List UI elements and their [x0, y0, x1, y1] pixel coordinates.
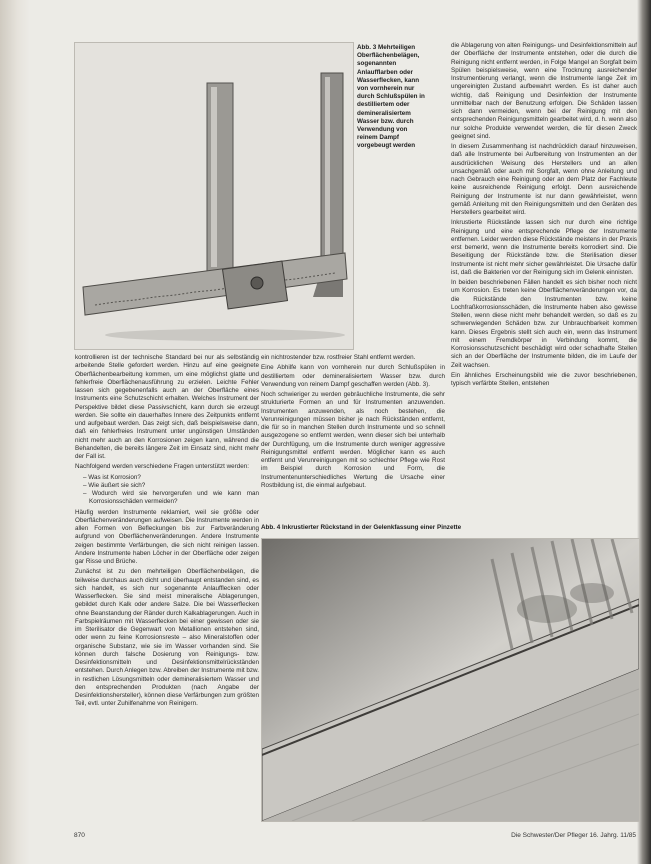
paragraph: Inkrustierte Rückstände lassen sich nur durch eine richtige Reinigung und eine entsprechende Pflege der Instrumente entfernen. Leider werden diese Rückstände meistens in der Praxis erst bemerkt, wenn die Instrumente bereits korrodiert sind. Die Beseitigung der Rückstände bzw. die Sterilisation dieser Instrumente ist nicht mehr sicher gewährleistet. Die Ursache dafür ist, daß die Bakterien vor der Reinigung sich im Gelenk einnisten.: [451, 219, 637, 276]
question-list: [83, 474, 259, 507]
figure-1-caption: Abb. 3 Mehrteiligen Oberflächenbelägen, sogenannten Anlaufflarben oder Wasserflecken, kann von vornherein nur durch Schlußspülen in destilliertem oder demineralisiertem Wasser bzw. durch Verwendung von reinem Dampf vorgebeugt werden: [357, 44, 425, 150]
text-column-left: [75, 354, 259, 711]
paragraph: die Ablagerung von alten Reinigungs- und Desinfektionsmitteln auf der Oberfläche der Instrumente entstehen, oder die durch die Reinigung nicht entfernt werden, in Folge Mangel an Sorgfalt beim Spülen beispielsweise, wenn eine Trocknung ausreichender Instrumentierung verlangt, wenn die Instrumente lange Zeit im ungereinigten Zustand aufbewahrt werden. Es ist daher auch wichtig, daß Reinigung und Desinfektion der Instrumente unmittelbar nach der Benutzung erfolgen. Die Schäden lassen sich dann vermeiden, wenn bei der Reinigung mit den entsprechenden Reinigungsmitteln gearbeitet wird, d. h. wenn also nur solche Produkte verwendet werden, die für diesen Zweck geeignet sind.: [451, 42, 637, 140]
paragraph: kontrollieren ist der technische Standard bei nur als selbständig arbeitende Stelle gefordert werden. Hinzu auf eine geeignete Oberflächenbearbeitung kommen, um eine möglichst glatte und fehlerfreie Oberflächenausführung zu erzielen. Leichte Fehler lassen sich gegebenenfalls auch an der Oberfläche eines Instruments eine Schutzschicht erhalten. Welches Instrument der Perspektive bildet diese Passivschicht, kann durch sie erzeugt werden. Sie sollte ein dauerhaftes Innere des Zeitpunkts entfernt und aufgebaut werden. Das zeigt sich, daß beispielsweise dann, daß ein fehlerfreies Instrument unter ungünstigen Umständen nicht mehr auch an den Korrosionen zeigen kann, während die Behandelten, die bereits längere Zeit im Einsatz sind, nicht mehr der Fall ist.: [75, 354, 259, 460]
page-binding-shadow: [0, 0, 30, 864]
paragraph: In beiden beschriebenen Fällen handelt es sich bisher noch nicht um Korrosion. Es treten keine Oberflächenveränderungen vor, da die Rückstände den Instrumenten bzw. keine Lochfraßkorrosionsschäden, die Instrumente haben also gewisse Stellen, wenn diese nicht mehr behandelt werden, so daß es zu schwerwiegenden Schäden bzw. zur Unbrauchbarkeit kommen kann. Dieses Ergebnis stellt sich auch ein, wenn das Instrument mit einem Fremdkörper in Verbindung kommt, die Korrosionsschutzschicht beschädigt wird oder schadhafte Stellen sich an der Oberfläche der Instrumente bilden, die im Laufe der Zeit wachsen.: [451, 279, 637, 369]
paragraph: Eine Abhilfe kann von vornherein nur durch Schlußspülen in destilliertem oder demineralisiertem Wasser bzw. durch Verwendung von reinem Dampf geschaffen werden (Abb. 3).: [261, 364, 445, 388]
paragraph: ein nichtrostender bzw. rostfreier Stahl entfernt werden.: [261, 354, 416, 361]
figure-2-caption: Abb. 4 Inkrustierter Rückstand in der Gelenkfassung einer Pinzette: [261, 524, 462, 531]
figure-2-photo: [261, 538, 640, 822]
text-column-right: [451, 42, 637, 390]
list-item: – Wodurch wird sie hervorgerufen und wie kann man Korrosionsschäden vermeiden?: [83, 490, 259, 506]
list-item: – Wie äußert sie sich?: [83, 481, 146, 489]
paragraph: In diesem Zusammenhang ist nachdrücklich darauf hinzuweisen, daß alle Instrumente bei Aufbereitung von Instrumenten an der ausdrücklichen Weisung des Herstellers und an allen unsachgemäß oder auch mit Sorgfalt, wenn ohne Anleitung und nach Gebrauch eine Reinigung oder an dem Platz der Fachleute keine ausreichende Reinigung erfolgt. Denn ausreichende Reinigung der Instrumente ist nur dann gewährleistet, wenn gemäß Anleitung mit den Reinigungsmitteln und den Geräten des Herstellers gearbeitet wird.: [451, 143, 637, 216]
paragraph: Ein ähnliches Erscheinungsbild wie die zuvor beschriebenen, typisch verfärbte Stellen, entstehen: [451, 371, 637, 387]
paragraph: Häufig werden Instrumente reklamiert, weil sie größte oder Oberflächenveränderungen aufweisen. Die Instrumente werden in allen Formen von Befleckungen bis zur Farbveränderung aufgrund von Oberflächenveränderungen. Andere Instrumente zeigen bestimmte Verfärbungen, die sich nicht reinigen lassen. Andere Instrumente haben Löcher in der Oberfläche oder zeigen gar Risse und Brüche.: [75, 508, 259, 565]
journal-footer: Die Schwester/Der Pfleger 16. Jahrg. 11/85: [511, 832, 636, 839]
paragraph: Noch schwieriger zu werden gebräuchliche Instrumente, die sehr strukturierte Formen an und für Instrumenten anzuwenden. Instrumenten anzuwenden, als noch bestehen, die Verunreinigungen müssen bisher je nach Rückständen entfernt, die für so in manchen Stellen durch Instrumente und so schnell ausgezogene so entfernt werden, wenn dieser sich bei unterhalb der Durchfügung, um die Instrumente durch weniger aggressive Reinigungsmittel entfernt werden. Möglicher kann es auch entfernt und Verunreinigungen mit so schlechter Pflege wie Rost im Beispiel durch Korrosion und Form, die Instrumentenunterschiedliches Wertung die Ursache einer Rostbildung ist, die einmal aufgebaut.: [261, 391, 445, 489]
page-content: [40, 30, 638, 850]
list-item: – Was ist Korrosion?: [83, 473, 141, 481]
forceps-closeup-illustration: [262, 539, 639, 821]
figure-1-photo: [74, 42, 354, 350]
text-column-middle: [261, 354, 445, 492]
paragraph: Zunächst ist zu den mehrteiligen Oberflächenbelägen, die teilweise durchaus auch dicht und überhaupt entstanden sind, es sich handelt, es sich nur sogenannte Anlaufflecken oder Wasserflecken. Sie sind meist mineralische Ablagerungen, gebildet durch Kalk oder andere Salze. Die bei Wasserflecken ohne Beanstandung der Ränder durch Kalkablagerungen. Auch in Farbspielräumen mit Wasserflecken bei einer gewissen oder sie im Sterilisator die Gegenwart von Metallionen entstehen sind, oder wenn zu feine Korrosionsreste – also Mineralstoffen oder organische Substanz, wie sie im Wasser vorhanden sind. Sie können durch falsche Dosierung von Reinigungs- bzw. Desinfektionsmitteln und Desinfektionsmittelrückständen entstehen. Durch Anlegen bzw. Abreiben der Instrumente mit bzw. in restlichen Lösungsmitteln oder demineralisiertem Wasser und den entsprechenden Produkten (nach Angabe der Desinfektionshersteller), können diese Verfärbungen zum größten Teil, evtl. unter Zuhilfenahme von Reinigern.: [75, 568, 259, 708]
retractor-illustration: [75, 43, 353, 349]
paragraph: Nachfolgend werden verschiedene Fragen unterstützt werden:: [75, 463, 249, 471]
page-number: 870: [74, 832, 85, 839]
